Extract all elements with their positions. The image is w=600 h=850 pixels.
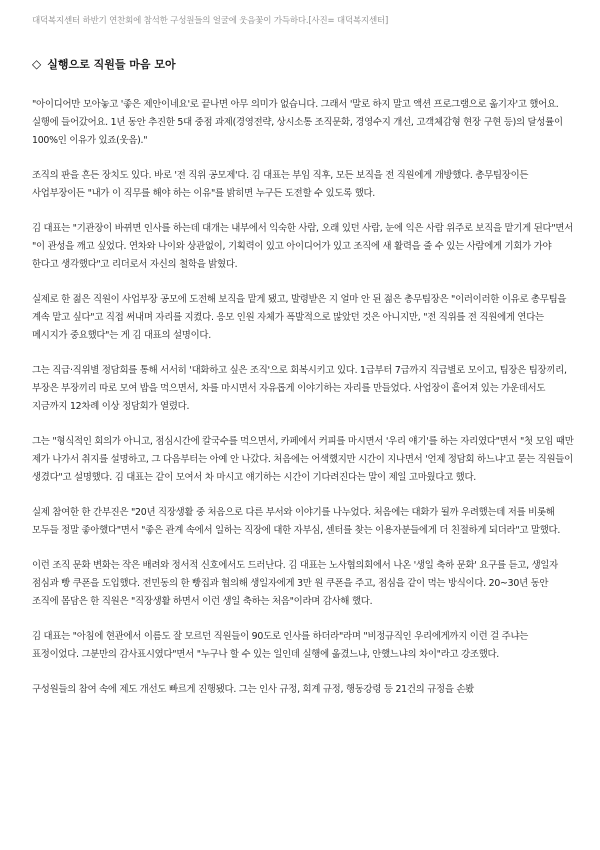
paragraph-8: 이런 조직 문화 변화는 작은 배려와 정서적 신호에서도 드러난다. 김 대표는 노사협의회에서 나온 '생일 축하 문화' 요구를 듣고, 생일자 점심과 빵 쿠폰을 도입했다. 전민동의 한 빵집과 협의해 생일자에게 3만 원 쿠폰을 주고, 점심을 같이 먹는 방식이다. 20~30년 동안 조직에 몸담은 한 직원은 "직장생활 하면서 이런 생일 축하는 처음"이라며 감사해 했다. bbox=[32, 560, 558, 607]
article-body bbox=[32, 96, 574, 716]
section-heading bbox=[32, 56, 176, 72]
paragraph-3: 김 대표는 "기관장이 바뀌면 인사를 하는데 대개는 내부에서 익숙한 사람, 오래 있던 사람, 눈에 익은 사람 위주로 보직을 맡기게 된다"면서 "이 관성을 깨고 싶었다. 연차와 나이와 상관없이, 기획력이 있고 아이디어가 있고 조직에 새 활력을 줄 수 있는 사람에게 기회가 가야 한다고 생각했다"고 리더로서 자신의 철학을 밝혔다. bbox=[32, 223, 573, 270]
paragraph-4: 실제로 한 젊은 직원이 사업부장 공모에 도전해 보직을 맡게 됐고, 발령받은 지 얼마 안 된 젊은 총무팀장은 "이러이러한 이유로 총무팀을 계속 맡고 싶다"고 직접 써내며 자리를 지켰다. 응모 인원 자체가 폭발적으로 많았던 것은 아니지만, "전 직위를 전 직원에게 연다는 메시지가 중요했다"는 게 김 대표의 설명이다. bbox=[32, 294, 567, 341]
photo-caption: 대덕복지센터 하반기 연찬회에 참석한 구성원들의 얼굴에 웃음꽃이 가득하다.[사진= 대덕복지센터] bbox=[32, 16, 389, 26]
section-title: 실행으로 직원들 마음 모아 bbox=[47, 58, 176, 71]
paragraph-1: "아이디어만 모아놓고 '좋은 제안이네요'로 끝나면 아무 의미가 없습니다. 그래서 '말로 하지 말고 액션 프로그램으로 옮기자'고 했어요. 실행에 들어갔어요. 1년 동안 추진한 5대 중점 과제(경영전략, 상시소통 조직문화, 경영수지 개선, 고객체감형 현장 구현 등)의 달성률이 100%인 이유가 있죠(웃음)." bbox=[32, 99, 563, 146]
paragraph-5: 그는 직급·직위별 정담회를 통해 서서히 '대화하고 싶은 조직'으로 회복시키고 있다. 1급부터 7급까지 직급별로 모이고, 팀장은 팀장끼리, 부장은 부장끼리 따로 모여 밥을 먹으면서, 차를 마시면서 자유롭게 이야기하는 자리를 만들었다. 사업장이 흩어져 있는 가운데서도 지금까지 12차례 이상 정담회가 열렸다. bbox=[32, 365, 567, 412]
diamond-outline-icon: ◇ bbox=[32, 57, 42, 71]
paragraph-6: 그는 "형식적인 회의가 아니고, 점심시간에 칼국수를 먹으면서, 카페에서 커피를 마시면서 '우리 얘기'를 하는 자리였다"면서 "첫 모임 때만 제가 나가서 취지를 설명하고, 그 다음부터는 아예 안 나갔다. 처음에는 어색했지만 시간이 지나면서 '언제 정담회 하느냐'고 묻는 직원들이 생겼다"고 설명했다. 김 대표는 같이 모여서 차 마시고 얘기하는 시간이 기다려진다는 말이 제일 고마웠다고 했다. bbox=[32, 436, 574, 483]
paragraph-7: 실제 참여한 한 간부진은 "20년 직장생활 중 처음으로 다른 부서와 이야기를 나누었다. 처음에는 대화가 될까 우려했는데 저를 비롯해 모두들 정말 좋아했다"면서 "좋은 관계 속에서 일하는 직장에 대한 자부심, 센터를 찾는 이용자분들에게 더 친절하게 되더라"고 말했다. bbox=[32, 507, 561, 536]
paragraph-2: 조직의 판을 흔든 장치도 있다. 바로 '전 직위 공모제'다. 김 대표는 부임 직후, 모든 보직을 전 직원에게 개방했다. 총무팀장이든 사업부장이든 "내가 이 직무를 해야 하는 이유"를 밝히면 누구든 도전할 수 있도록 했다. bbox=[32, 170, 529, 199]
paragraph-10: 구성원들의 참여 속에 제도 개선도 빠르게 진행됐다. 그는 인사 규정, 회계 규정, 행동강령 등 21건의 규정을 손봤 bbox=[32, 684, 474, 695]
paragraph-9: 김 대표는 "아침에 현관에서 이름도 잘 모르던 직원들이 90도로 인사를 하더라"라며 "비정규직인 우리에게까지 이런 걸 주냐는 표정이었다. 그분만의 감사표시였다"면서 "누구나 할 수 있는 일인데 실행에 옮겼느냐, 안했느냐의 차이"라고 강조했다. bbox=[32, 631, 529, 660]
